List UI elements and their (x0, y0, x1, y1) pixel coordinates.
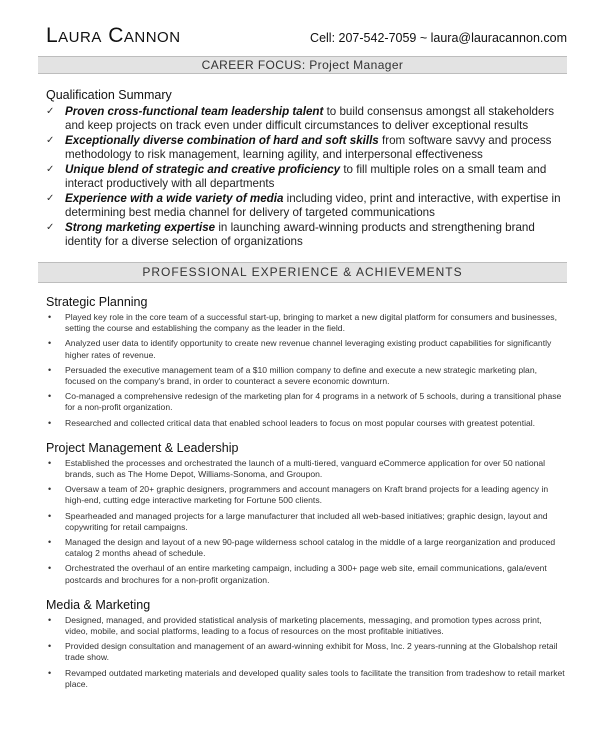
list-item (46, 312, 567, 334)
bullet-icon: • (48, 510, 52, 521)
list-item (46, 615, 567, 637)
qualification-list (46, 105, 567, 249)
media-marketing-list (46, 615, 567, 690)
bullet-icon: • (48, 364, 52, 375)
qualification-item (46, 163, 567, 191)
list-item (46, 418, 567, 429)
section-title-strategic-planning: Strategic Planning (46, 295, 148, 309)
list-item (46, 668, 567, 690)
qualification-highlight: Exceptionally diverse combination of hard and soft skills (65, 134, 379, 147)
section-title-media-marketing: Media & Marketing (46, 597, 151, 612)
list-item-text: Researched and collected critical data that enabled school leaders to focus on most popular courses with greatest potential. (65, 417, 536, 428)
qualification-item (46, 134, 567, 162)
list-item-text: Played key role in the core team of a successful start-up, bringing to market a new digital platform for consumers and businesses, setting the course and establishing the company as the leader in the field. (65, 312, 557, 334)
check-icon: ✓ (46, 193, 55, 204)
qualification-detail: including video, print and interactive, with expertise in determining best media channel for delivery of targeted communications (65, 192, 561, 219)
qualification-detail: to fill multiple roles on a small team and interact productively with all departments (65, 163, 547, 190)
qualification-detail: to build consensus amongst all stakeholders and keep projects on track even under difficult circumstances to deliver exceptional results (65, 105, 555, 132)
bullet-icon: • (48, 391, 52, 402)
check-icon: ✓ (46, 135, 55, 146)
candidate-name: Laura Cannon (46, 24, 181, 47)
qualification-highlight: Strong marketing expertise (65, 221, 216, 234)
bullet-icon: • (48, 667, 52, 678)
list-item-text: Oversaw a team of 20+ graphic designers, programmers and account managers on Kraft brand projects for a leading agency in high-end, cutting edge interactive marketing for Fortune 500 clients. (65, 484, 549, 506)
list-item-text: Co-managed a comprehensive redesign of the marketing plan for 4 programs in a network of 5 schools, during a transitional phase for a non-profit organization. (65, 391, 562, 413)
qualification-summary-title: Qualification Summary (46, 88, 172, 102)
bullet-icon: • (48, 563, 52, 574)
list-item (46, 365, 567, 387)
bullet-icon: • (48, 417, 52, 428)
check-icon: ✓ (46, 106, 55, 117)
bullet-icon: • (48, 338, 52, 349)
list-item-text: Orchestrated the overhaul of an entire marketing campaign, including a 300+ page web site, email communications, gala/event postcards and brochures for a non-profit organization. (65, 563, 547, 585)
list-item-text: Designed, managed, and provided statistical analysis of marketing placements, messaging, and promotion types across print, video, mobile, and social platforms, leading to a focus of resources on the most profitable initiatives. (65, 614, 542, 637)
list-item (46, 458, 567, 480)
qualification-detail: in launching award-winning products and strengthening brand identity for a diverse selection of organizations (65, 221, 535, 248)
list-item (46, 484, 567, 506)
list-item-text: Managed the design and layout of a new 90-page wilderness school catalog in the middle of a large reorganization and produced catalog 2 months ahead of schedule. (65, 537, 556, 559)
qualification-highlight: Proven cross-functional team leadership talent (65, 105, 324, 118)
list-item (46, 563, 567, 585)
qualification-item (46, 105, 567, 133)
list-item-text: Analyzed user data to identify opportunity to create new revenue channel leveraging existing product capabilities for significantly higher rates of revenue. (65, 338, 552, 360)
list-item (46, 641, 567, 663)
bullet-icon: • (48, 614, 52, 625)
list-item (46, 338, 567, 360)
qualification-item (46, 192, 567, 220)
qualification-highlight: Unique blend of strategic and creative proficiency (65, 163, 341, 176)
bullet-icon: • (48, 641, 52, 652)
project-management-list (46, 458, 567, 586)
contact-info: Cell: 207-542-7059 ~ laura@lauracannon.com (310, 31, 567, 45)
list-item-text: Spearheaded and managed projects for a large manufacturer that included all web-based initiatives; graphic design, layout and copywriting for retail campaigns. (65, 510, 548, 532)
list-item-text: Established the processes and orchestrated the launch of a multi-tiered, vanguard eCommerce application for over 50 national brands, such as The Home Depot, Williams-Sonoma, and Groupon. (65, 457, 546, 480)
qualification-detail: from software savvy and process methodology to risk management, learning agility, and interpersonal effectiveness (65, 134, 552, 161)
list-item (46, 511, 567, 533)
bullet-icon: • (48, 312, 52, 322)
bullet-icon: • (48, 484, 52, 495)
resume-header (46, 0, 567, 56)
career-focus-banner: CAREER FOCUS: Project Manager (38, 56, 567, 74)
experience-banner: PROFESSIONAL EXPERIENCE & ACHIEVEMENTS (38, 262, 567, 283)
qualification-item (46, 221, 567, 249)
list-item-text: Provided design consultation and management of an award-winning exhibit for Moss, Inc. 2 years-running at the Globalshop retail trade show. (65, 641, 558, 663)
check-icon: ✓ (46, 164, 55, 175)
bullet-icon: • (48, 537, 52, 548)
list-item-text: Persuaded the executive management team of a $10 million company to define and execute a new strategic marketing plan, focused on the company's brand, in order to counteract a severe economic downturn. (65, 364, 537, 387)
qualification-highlight: Experience with a wide variety of media (65, 192, 284, 205)
list-item (46, 391, 567, 413)
list-item (46, 537, 567, 559)
section-title-project-management: Project Management & Leadership (46, 440, 239, 455)
strategic-planning-list (46, 312, 567, 429)
check-icon: ✓ (46, 222, 55, 233)
list-item-text: Revamped outdated marketing materials and developed quality sales tools to facilitate the transition from tradeshow to retail market place. (65, 667, 565, 689)
bullet-icon: • (48, 457, 52, 468)
